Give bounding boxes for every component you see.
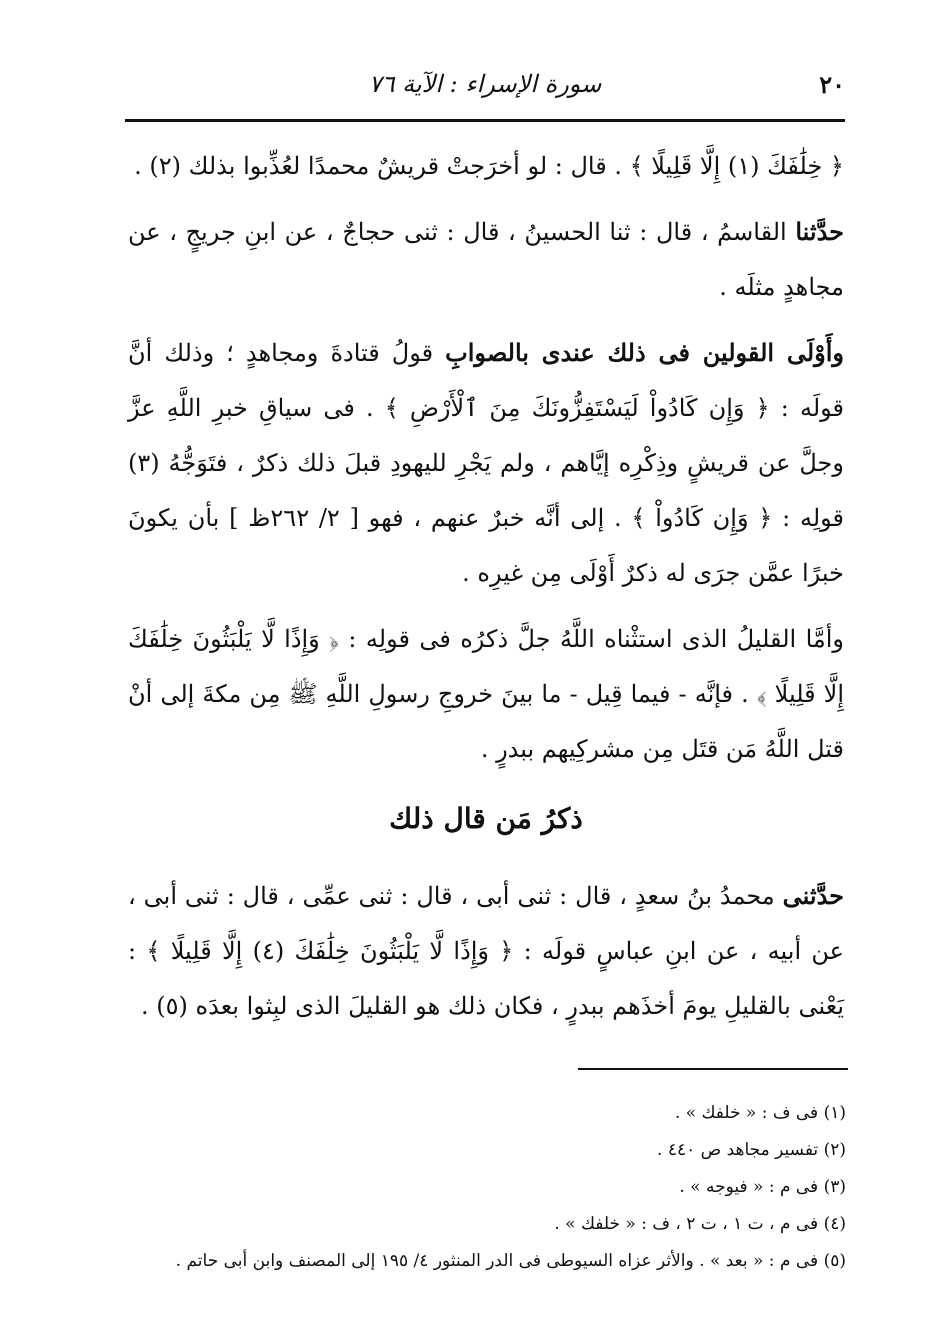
running-header [125, 62, 845, 112]
footnote-rule [578, 1068, 848, 1070]
page-number: ٢٠ [819, 70, 845, 99]
footnotes [128, 1095, 846, 1280]
section-heading: ذكرُ مَن قال ذلك [389, 802, 583, 835]
paragraph-lead: حدَّثنا [795, 217, 844, 246]
paragraph [128, 868, 844, 1034]
footnote: (١) فى ف : « خلفك » . [674, 1103, 846, 1123]
paragraph-lead: وأَوْلَى القولين فى ذلك عندى بالصوابِ [445, 338, 844, 367]
paragraph-text: ﴿ خِلَٰفَكَ (١) إِلَّا قَلِيلًا ﴾ . قال : لو أخرَجتْ قريشٌ محمدًا لعُذِّبوا بذلك (٢) . [134, 152, 844, 180]
paragraph-text: القاسمُ ، قال : ثنا الحسينُ ، قال : ثنى حجاجٌ ، عن ابنِ جريجٍ ، عن مجاهدٍ مثلَه . [128, 218, 844, 301]
paragraph-text: محمدُ بنُ سعدٍ ، قال : ثنى أبى ، قال : ثنى عمِّى ، قال : ثنى أبى ، عن أبيه ، عن ابنِ عباسٍ قولَه : ﴿ وَإِذًا لَّا يَلْبَثُونَ خِلَٰفَكَ (٤) إِلَّا قَلِيلًا ﴾ : يَعْنى بالقليلِ يومَ أخذَهم ببدرٍ ، فكان ذلك هو القليلَ الذى لبِثوا بعدَه (٥) . [128, 882, 844, 1020]
paragraph-text: وأمَّا القليلُ الذى استثْناه اللَّهُ جلَّ ذكرُه فى قولِه : ﴿ وَإِذًا لَّا يَلْبَثُونَ خِلَٰفَكَ إِلَّا قَلِيلًا ﴾ . فإنَّه - فيما قِيل - ما بينَ خروجِ رسولِ اللَّهِ ﷺ مِن مكةَ إلى أنْ قتل اللَّهُ مَن قتَل مِن مشركِيهم ببدرٍ . [128, 625, 844, 763]
paragraph [128, 204, 844, 315]
footnote: (٢) تفسير مجاهد ص ٤٤٠ . [657, 1140, 846, 1160]
footnote: (٤) فى م ، ت ١ ، ت ٢ ، ف : « خلفك » . [554, 1214, 846, 1234]
running-title: سورة الإسراء : الآية ٧٦ [368, 70, 602, 98]
main-text [128, 138, 844, 1044]
footnote: (٣) فى م : « فيوجه » . [679, 1177, 846, 1197]
paragraph [128, 611, 844, 777]
paragraph-lead: حدَّثنى [782, 881, 844, 910]
header-rule [125, 119, 845, 122]
footnote: (٥) فى م : « بعد » . والأثر عزاه السيوطى فى الدر المنثور ٤/ ١٩٥ إلى المصنف وابن أبى حاتم . [175, 1251, 846, 1271]
paragraph [128, 325, 844, 601]
paragraph [128, 138, 844, 194]
paragraph-text: قولُ قتادةَ ومجاهدٍ ؛ وذلك أنَّ قولَه : ﴿ وَإِن كَادُواْ لَيَسْتَفِزُّونَكَ مِنَ ٱلْأَرْضِ ﴾ . فى سياقِ خبرِ اللَّهِ عزَّ وجلَّ عن قريشٍ وذِكْرِه إيَّاهم ، ولم يَجْرِ لليهودِ قبلَ ذلك ذكرٌ ، فتَوَجُّهُ (٣) قولِه : ﴿ وَإِن كَادُواْ ﴾ . إلى أنَّه خبرٌ عنهم ، فهو [ ٢/ ٢٦٢ظ ] بأن يكونَ خبرًا عمَّن جرَى له ذكرٌ أَوْلَى مِن غيرِه . [128, 339, 844, 587]
